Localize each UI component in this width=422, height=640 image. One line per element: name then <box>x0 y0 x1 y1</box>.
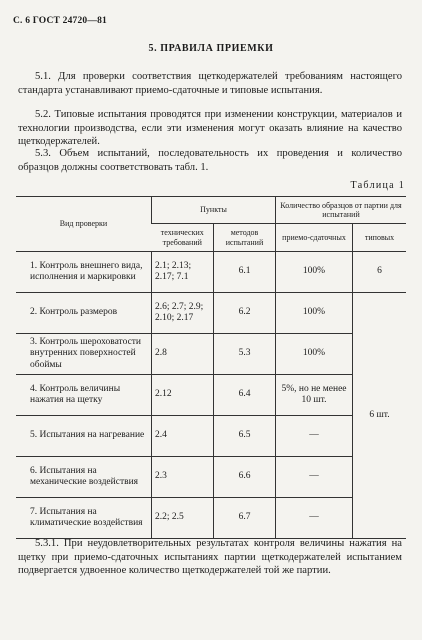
table-row <box>16 334 406 375</box>
table-row <box>16 416 406 457</box>
row-name: 4. Контроль величины нажатия на щетку <box>16 375 152 416</box>
acceptance-table <box>16 196 406 539</box>
paragraph-5-1: 5.1. Для проверки соответствия щеткодержателей требованиям настоящего стандарта устанавливают приемо-сдаточные и типовые испытания. <box>18 71 402 96</box>
row-tech: 2.6; 2.7; 2.9; 2.10; 2.17 <box>152 293 214 334</box>
row-typical: 6 шт. <box>353 293 407 539</box>
row-tech: 2.12 <box>152 375 214 416</box>
row-method: 6.5 <box>214 416 276 457</box>
row-method: 6.7 <box>214 498 276 539</box>
table-row <box>16 498 406 539</box>
row-tech: 2.3 <box>152 457 214 498</box>
row-name: 3. Контроль шероховатости внутренних поверхностей обоймы <box>16 334 152 375</box>
row-tech: 2.8 <box>152 334 214 375</box>
section-title: 5. ПРАВИЛА ПРИЕМКИ <box>148 43 274 54</box>
row-method: 6.6 <box>214 457 276 498</box>
row-acceptance: — <box>276 416 353 457</box>
row-method: 5.3 <box>214 334 276 375</box>
row-name: 6. Испытания на механические воздействия <box>16 457 152 498</box>
row-name: 7. Испытания на климатические воздействия <box>16 498 152 539</box>
row-acceptance: — <box>276 498 353 539</box>
header-methods: методов испытаний <box>214 224 276 252</box>
row-acceptance: 100% <box>276 334 353 375</box>
row-name: 5. Испытания на нагревание <box>16 416 152 457</box>
table-row <box>16 375 406 416</box>
table-header-row <box>16 197 406 224</box>
table-caption: Таблица 1 <box>350 180 405 191</box>
row-acceptance: 100% <box>276 252 353 293</box>
header-type: Вид проверки <box>16 197 152 252</box>
page-header: С. 6 ГОСТ 24720—81 <box>13 16 107 26</box>
row-name: 2. Контроль размеров <box>16 293 152 334</box>
header-qty: Количество образцов от партии для испытаний <box>276 197 407 224</box>
header-acceptance: приемо-сдаточных <box>276 224 353 252</box>
paragraph-5-2: 5.2. Типовые испытания проводятся при изменении конструкции, материалов и технологии производства, если эти изменения могут оказать влияние на качество щеткодержателей. <box>18 109 402 147</box>
header-tech: технических требований <box>152 224 214 252</box>
row-method: 6.4 <box>214 375 276 416</box>
table-row <box>16 457 406 498</box>
paragraph-5-3-1: 5.3.1. При неудовлетворительных результатах контроля величины нажатия на щетку при приемо-сдаточных испытаниях партии щеткодержателей испытанием подвергается удвоенное количество щеткодержателей той же партии. <box>18 538 402 576</box>
header-typical: типовых <box>353 224 407 252</box>
row-acceptance: — <box>276 457 353 498</box>
row-name: 1. Контроль внешнего вида, исполнения и маркировки <box>16 252 152 293</box>
paragraph-5-3: 5.3. Объем испытаний, последовательность их проведения и количество образцов должны соответствовать табл. 1. <box>18 148 402 173</box>
row-method: 6.1 <box>214 252 276 293</box>
row-tech: 2.4 <box>152 416 214 457</box>
row-method: 6.2 <box>214 293 276 334</box>
row-tech: 2.1; 2.13; 2.17; 7.1 <box>152 252 214 293</box>
header-points: Пункты <box>152 197 276 224</box>
row-tech: 2.2; 2.5 <box>152 498 214 539</box>
table-row <box>16 293 406 334</box>
row-acceptance: 5%, но не менее 10 шт. <box>276 375 353 416</box>
row-acceptance: 100% <box>276 293 353 334</box>
row-typical: 6 <box>353 252 407 293</box>
table-row <box>16 252 406 293</box>
